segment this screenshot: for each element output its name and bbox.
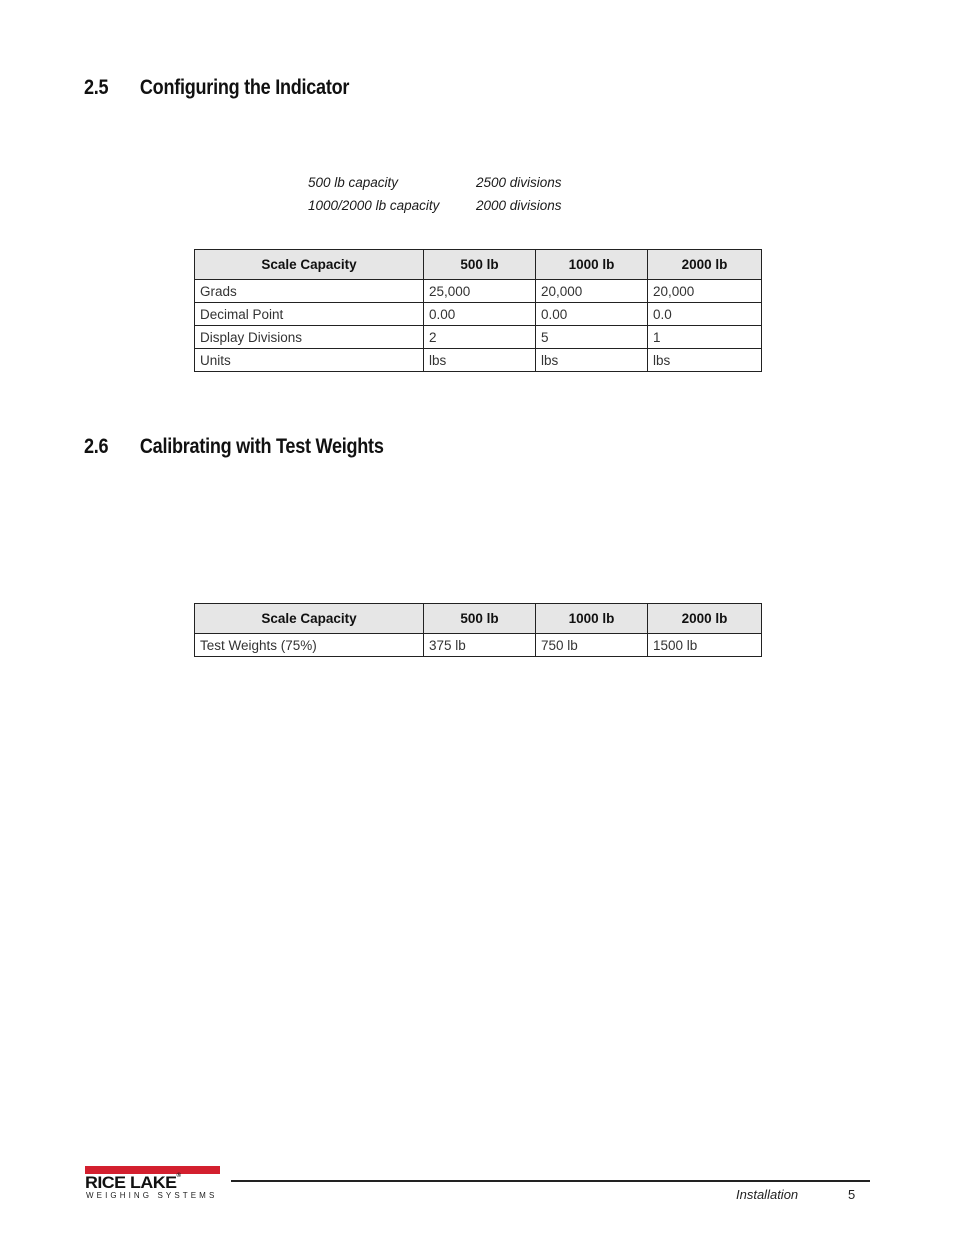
table-cell: 2 [424,326,536,349]
section-title: Calibrating with Test Weights [139,435,384,458]
header-cell: 2000 lb [648,604,762,634]
table-cell: 20,000 [648,280,762,303]
divisions-label: 2000 divisions [476,198,562,213]
logo-subtitle: WEIGHING SYSTEMS [86,1191,218,1200]
logo-wordmark [85,1173,181,1193]
logo-text: RICE LAKE [85,1173,177,1192]
header-cell: Scale Capacity [195,604,424,634]
rice-lake-logo [85,1166,222,1200]
table-cell: 25,000 [424,280,536,303]
header-cell: 500 lb [424,250,536,280]
capacity-label: 500 lb capacity [308,175,399,190]
table-cell: lbs [648,349,762,372]
divisions-label: 2500 divisions [476,175,562,190]
table-cell: 750 lb [536,634,648,657]
header-cell: 500 lb [424,604,536,634]
capacity-divisions-list [308,174,562,220]
table-row [195,326,762,349]
header-cell: 2000 lb [648,250,762,280]
header-cell: Scale Capacity [195,250,424,280]
section-heading-configuring [84,76,349,100]
section-number: 2.5 [84,76,109,99]
page-number: 5 [848,1187,856,1202]
table-row [195,303,762,326]
header-cell: 1000 lb [536,250,648,280]
registered-mark: ® [176,1173,181,1179]
table-cell: 5 [536,326,648,349]
footer-section-name: Installation [736,1187,799,1202]
table-cell: Units [195,349,424,372]
table-cell: Grads [195,280,424,303]
table-cell: lbs [424,349,536,372]
table-cell: Display Divisions [195,326,424,349]
capacity-label: 1000/2000 lb capacity [308,198,440,213]
table-cell: 1 [648,326,762,349]
footer-divider [231,1180,870,1182]
table-header-row [195,250,762,280]
section-title: Configuring the Indicator [139,76,350,99]
table-header-row [195,604,762,634]
header-cell: 1000 lb [536,604,648,634]
table-row [195,634,762,657]
list-item [308,174,562,197]
section-number: 2.6 [84,435,109,458]
table-cell: 20,000 [536,280,648,303]
table-cell: lbs [536,349,648,372]
table-cell: 0.00 [536,303,648,326]
table-row [195,280,762,303]
table-cell: 375 lb [424,634,536,657]
configuration-table [194,249,762,372]
table-row [195,349,762,372]
list-item [308,197,562,220]
section-heading-calibrating [84,435,384,459]
table-cell: Decimal Point [195,303,424,326]
table-cell: 1500 lb [648,634,762,657]
test-weights-table [194,603,762,657]
table-cell: 0.0 [648,303,762,326]
table-cell: Test Weights (75%) [195,634,424,657]
table-cell: 0.00 [424,303,536,326]
